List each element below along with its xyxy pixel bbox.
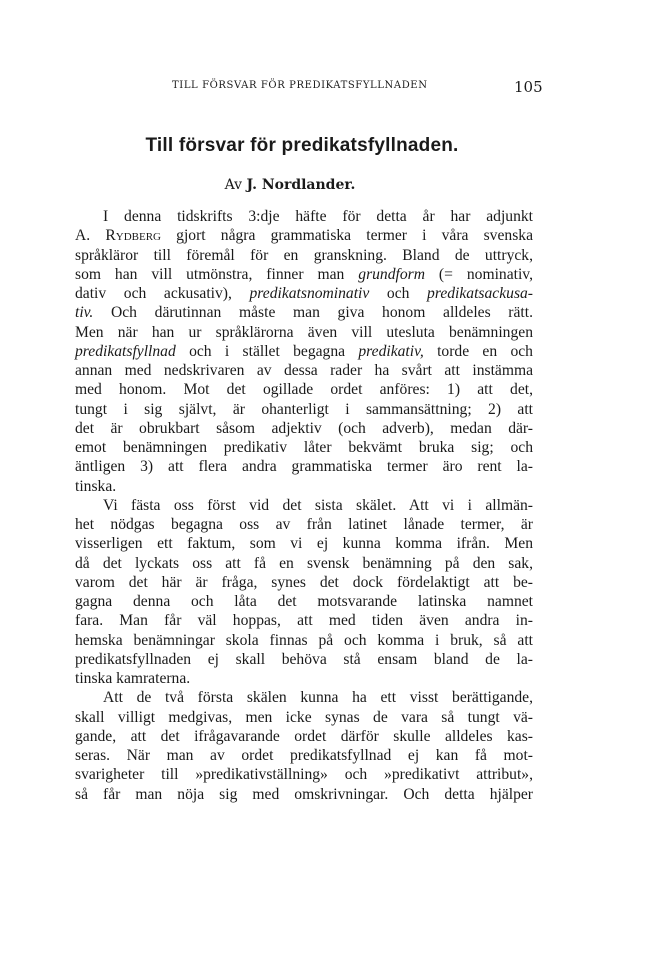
text-line: gande, att det ifrågavarande ordet därför skulle alldeles kas- (75, 727, 533, 745)
text-span: dativ och ackusativ), (75, 285, 232, 302)
text-line: språkläror till föremål för en granskning. Bland de uttryck, (75, 246, 533, 264)
text-line (75, 342, 533, 361)
text-span: som han vill utmönstra, finner man (75, 265, 345, 283)
text-span: och (386, 285, 410, 302)
text-line: annan med nedskrivaren av dessa rader ha svårt att instämma (75, 362, 533, 379)
text-line: tinska. (75, 477, 117, 495)
italic-term: tiv. (75, 304, 94, 322)
text-line: tungt i sig självt, är ohanterligt i sammansättning; 2) att (75, 400, 533, 418)
text-line: det är obrukbart såsom adjektiv (och adverb), medan där- (75, 419, 533, 437)
text-line: Men när han ur språklärorna även vill utesluta benämningen (75, 323, 533, 341)
text-line: Vi fästa oss först vid det sista skälet. Att vi i allmän- (103, 496, 533, 514)
text-line: så får man nöja sig med omskrivningar. Och detta hjälper (75, 785, 533, 803)
text-line: Att de två första skälen kunna ha ett visst berättigande, (103, 689, 533, 707)
text-line: I denna tidskrifts 3:dje häfte för detta år har adjunkt (103, 208, 533, 225)
italic-term: grundform (358, 265, 425, 283)
text-line: het nödgas begagna oss av från latinet lånade termer, är (75, 516, 533, 533)
author-name: J. Nordlander. (246, 177, 356, 193)
text-line: hemska benämningar skola finnas på och komma i bruk, så att (75, 631, 533, 649)
text-line: seras. När man av ordet predikatsfyllnad ej kan få mot- (75, 747, 533, 764)
text-line: varom det här är fråga, synes det dock fördelaktigt att be- (75, 573, 533, 591)
text-line: emot benämningen predikativ låter bekvämt bruka sig; och (75, 439, 533, 456)
text-span: Och därutinnan måste man giva honom alldeles rätt. (111, 304, 533, 322)
italic-term: predikatsackusa- (427, 285, 533, 302)
text-line: predikatsfyllnaden ej skall behöva stå ensam bland de la- (75, 650, 533, 668)
byline (0, 177, 580, 193)
text-line: tinska kamraterna. (75, 670, 191, 687)
text-line: då det lyckats oss att få en svensk benämning på den sak, (75, 554, 533, 572)
text-span: (= nominativ, (438, 265, 533, 283)
italic-term: predikatsnominativ (249, 285, 370, 302)
text-span: torde en och (437, 342, 533, 360)
text-span: A. (75, 227, 91, 245)
text-span: och i stället begagna (189, 342, 346, 360)
text-line (75, 303, 533, 322)
text-line: skall villigt medgivas, men icke synas de vara så tungt vä- (75, 708, 533, 726)
italic-term: predikatsfyllnad (75, 342, 176, 360)
text-line (75, 226, 533, 245)
text-span: gjort några grammatiska termer i våra svenska (176, 227, 533, 245)
text-line: gagna denna och låta det motsvarande latinska namnet (75, 593, 533, 610)
text-line: fara. Man får väl hoppas, att med tiden även andra in- (75, 612, 533, 630)
article-title: Till försvar för predikatsfyllnaden. (145, 135, 459, 156)
text-line (75, 265, 533, 284)
page-number: 105 (514, 78, 543, 96)
author-reference: Rydberg (105, 227, 161, 245)
text-line: med honom. Mot det ogillade ordet anföres: 1) att det, (75, 381, 533, 399)
article-body (75, 207, 533, 804)
text-line (75, 284, 533, 303)
text-line: visserligen ett faktum, som vi ej kunna komma ifrån. Men (75, 535, 533, 553)
byline-prefix: Av (224, 177, 243, 193)
text-line: svarigheter till »predikativställning» och »predikativt attribut», (75, 766, 533, 784)
running-header: TILL FÖRSVAR FÖR PREDIKATSFYLLNADEN (172, 80, 428, 91)
italic-term: predikativ, (358, 342, 424, 360)
text-line: äntligen 3) att flera andra grammatiska termer äro rent la- (75, 458, 533, 476)
